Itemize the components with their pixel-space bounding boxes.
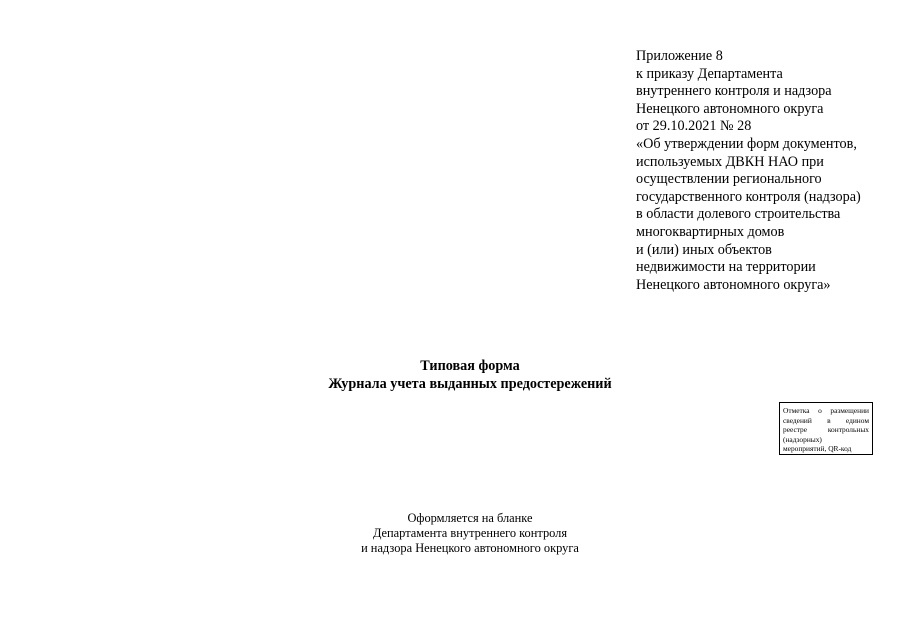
form-title-line-2: Журнала учета выданных предостережений	[328, 375, 612, 392]
letterhead-note-line: Оформляется на бланке	[407, 511, 533, 525]
letterhead-note	[300, 511, 640, 556]
registry-mark-line: реестре контрольных	[783, 425, 869, 435]
appendix-line: Ненецкого автономного округа»	[636, 276, 831, 293]
letterhead-note-line: и надзора Ненецкого автономного округа	[361, 541, 579, 555]
appendix-line: Ненецкого автономного округа	[636, 100, 824, 117]
registry-mark-line: (надзорных)	[783, 434, 822, 444]
registry-mark-line: Отметка о размещении	[783, 406, 869, 415]
form-title	[260, 358, 680, 393]
appendix-line: внутреннего контроля и надзора	[636, 83, 832, 100]
appendix-line: от 29.10.2021 № 28	[636, 118, 752, 135]
appendix-line: и (или) иных объектов	[636, 241, 772, 258]
registry-mark-line: сведений в едином	[783, 415, 869, 425]
appendix-line: «Об утверждении форм документов,	[636, 135, 857, 152]
appendix-line: к приказу Департамента	[636, 65, 783, 82]
registry-mark-box	[779, 402, 873, 455]
appendix-line: недвижимости на территории	[636, 259, 816, 276]
appendix-line: используемых ДВКН НАО при	[636, 153, 824, 170]
appendix-line: государственного контроля (надзора)	[636, 188, 861, 205]
appendix-line: в области долевого строительства	[636, 206, 841, 223]
form-title-line-1: Типовая форма	[420, 358, 520, 374]
appendix-header	[636, 48, 898, 294]
letterhead-note-line: Департамента внутреннего контроля	[372, 526, 568, 540]
appendix-line: многоквартирных домов	[636, 223, 785, 240]
appendix-line: осуществлении регионального	[636, 171, 822, 188]
appendix-line: Приложение 8	[636, 48, 723, 64]
registry-mark-line: мероприятий, QR-код	[783, 444, 852, 454]
